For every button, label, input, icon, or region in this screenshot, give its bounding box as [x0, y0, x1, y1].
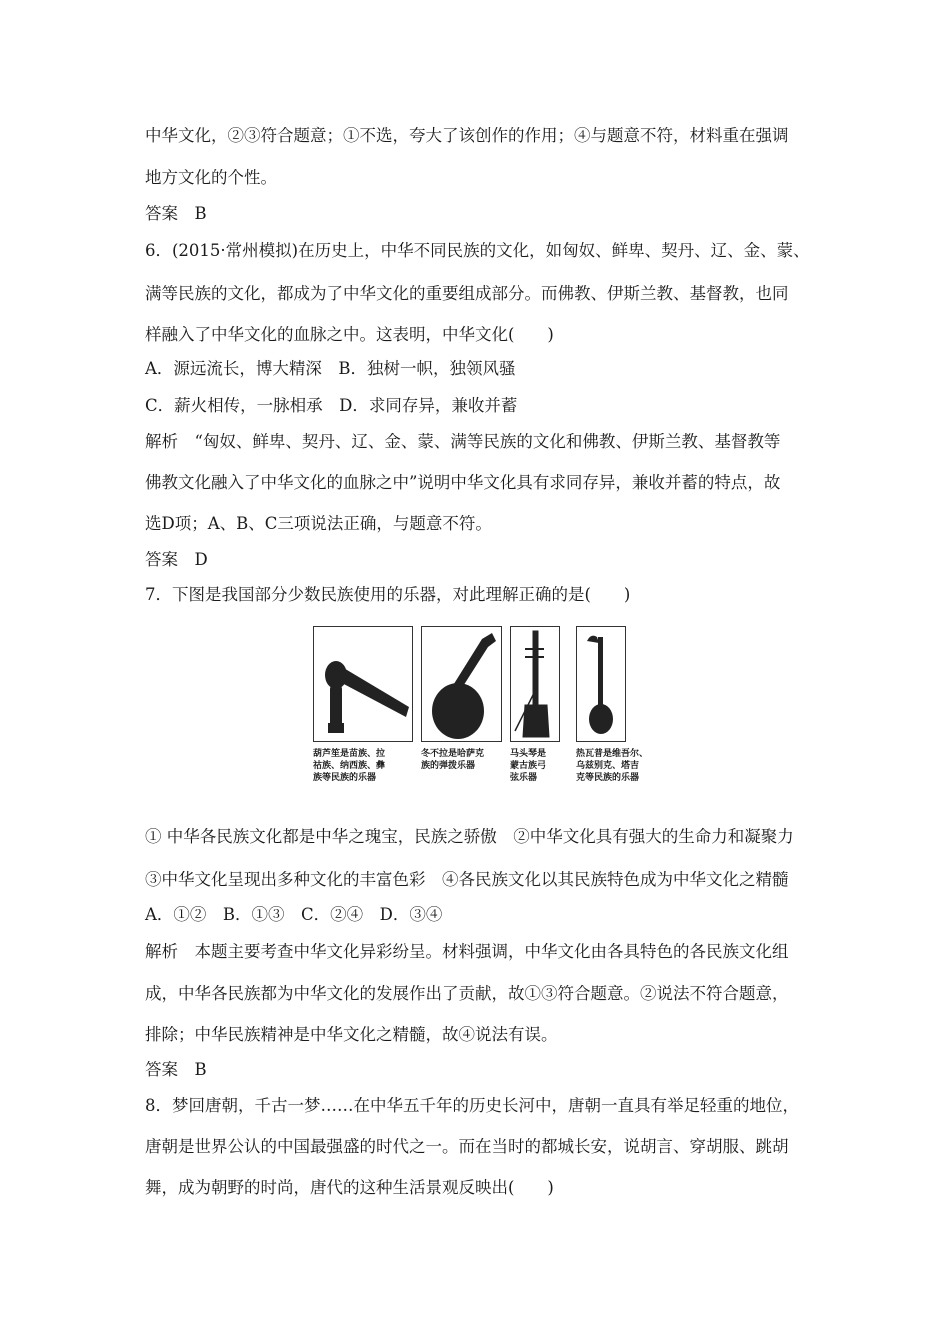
analysis-line: 成，中华各民族都为中华文化的发展作出了贡献，故①③符合题意。②说法不符合题意，	[145, 984, 789, 1003]
question-7-statement: ① 中华各民族文化都是中华之瑰宝，民族之骄傲 ②中华文化具有强大的生命力和凝聚力	[145, 827, 794, 846]
question-6-stem: 样融入了中华文化的血脉之中。这表明，中华文化( )	[145, 325, 554, 344]
question-6-stem: 6．(2015·常州模拟)在历史上，中华不同民族的文化，如匈奴、鲜卑、契丹、辽、金、蒙、	[145, 241, 810, 260]
morin-khuur-panel	[510, 626, 560, 742]
rawap-panel	[576, 626, 626, 742]
analysis-line: 佛教文化融入了中华文化的血脉之中”说明中华文化具有求同存异，兼收并蓄的特点，故	[145, 473, 781, 492]
answer-line: 答案 B	[145, 1060, 207, 1079]
question-8-stem: 唐朝是世界公认的中国最强盛的时代之一。而在当时的都城长安，说胡言、穿胡服、跳胡	[145, 1137, 789, 1156]
rawap-icon	[577, 627, 627, 743]
hulusheng-caption: 葫芦笙是苗族、拉 祜族、纳西族、彝 族等民族的乐器	[313, 749, 386, 783]
answer-line: 答案 D	[145, 550, 208, 569]
dombra-icon	[422, 627, 503, 743]
morin-khuur-icon	[511, 627, 561, 743]
text-line: 地方文化的个性。	[145, 168, 277, 187]
dombra-panel	[421, 626, 502, 742]
question-6-options: A．源远流长，博大精深 B．独树一帜，独领风骚	[145, 359, 516, 378]
analysis-line: 选D项；A、B、C三项说法正确，与题意不符。	[145, 514, 492, 533]
question-7-statement: ③中华文化呈现出多种文化的丰富色彩 ④各民族文化以其民族特色成为中华文化之精髓	[145, 870, 789, 889]
question-8-stem: 舞，成为朝野的时尚，唐代的这种生活景观反映出( )	[145, 1178, 554, 1197]
analysis-line: 解析 本题主要考查中华文化异彩纷呈。材料强调，中华文化由各具特色的各民族文化组	[145, 942, 789, 961]
question-6-stem: 满等民族的文化，都成为了中华文化的重要组成部分。而佛教、伊斯兰教、基督教，也同	[145, 284, 789, 303]
analysis-line: 解析 “匈奴、鲜卑、契丹、辽、金、蒙、满等民族的文化和佛教、伊斯兰教、基督教等	[145, 432, 781, 451]
text-line: 中华文化，②③符合题意；①不选，夸大了该创作的作用；④与题意不符，材料重在强调	[145, 126, 789, 145]
hulusheng-icon	[314, 627, 414, 743]
question-7-stem: 7．下图是我国部分少数民族使用的乐器，对此理解正确的是( )	[145, 585, 631, 604]
question-6-options: C．薪火相传，一脉相承 D．求同存异，兼收并蓄	[145, 396, 518, 415]
question-7-options: A．①② B．①③ C．②④ D．③④	[145, 905, 443, 924]
analysis-line: 排除；中华民族精神是中华文化之精髓，故④说法有误。	[145, 1025, 558, 1044]
hulusheng-panel	[313, 626, 413, 742]
question-8-stem: 8．梦回唐朝，千古一梦……在中华五千年的历史长河中，唐朝一直具有举足轻重的地位，	[145, 1096, 799, 1115]
rawap-caption: 热瓦普是维吾尔、 乌兹别克、塔吉 克等民族的乐器	[576, 749, 649, 783]
answer-line: 答案 B	[145, 204, 207, 223]
morin-khuur-caption: 马头琴是 蒙古族弓 弦乐器	[510, 749, 547, 783]
dombra-caption: 冬不拉是哈萨克 族的弹拨乐器	[421, 749, 485, 771]
